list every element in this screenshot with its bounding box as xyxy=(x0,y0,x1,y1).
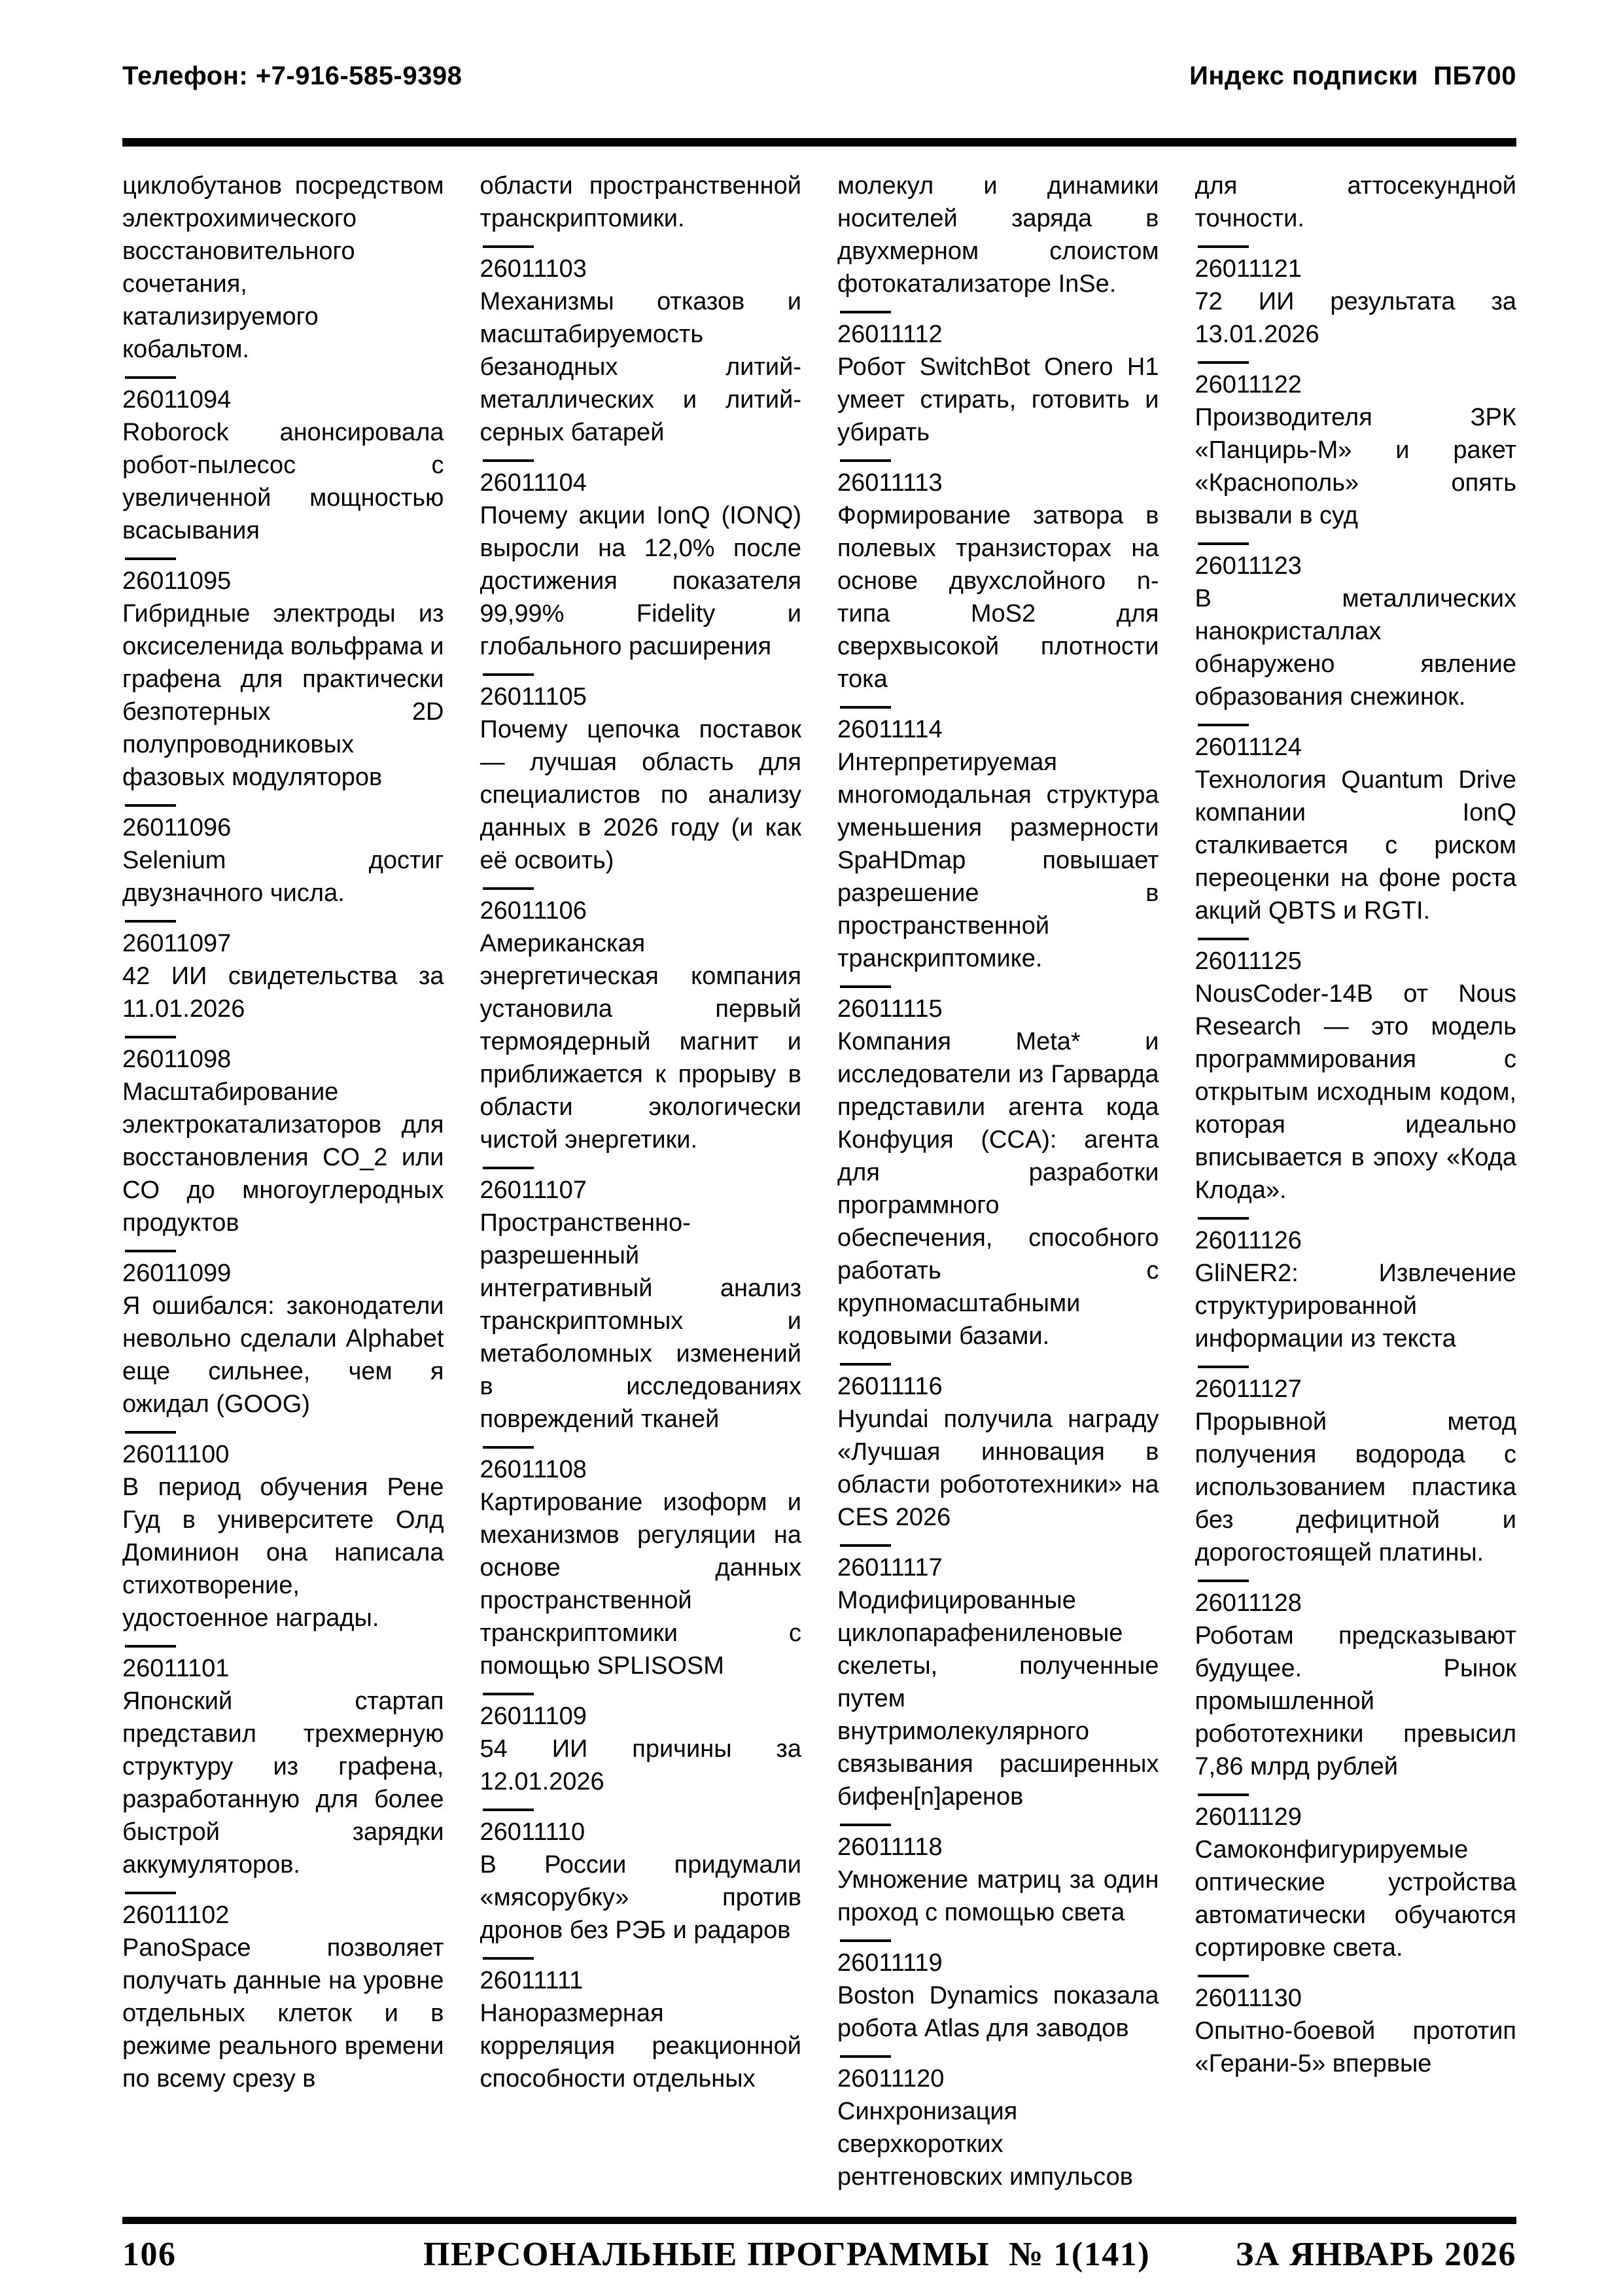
catalog-entry xyxy=(480,467,802,663)
entry-title: Hyundai получила награду «Лучшая инновация в области робототехники» на CES 2026 xyxy=(837,1405,1159,1531)
entry-id: 26011122 xyxy=(1195,371,1302,398)
entry-title: Опытно-боевой прототип «Герани-5» впервые xyxy=(1195,2017,1516,2077)
entry-title: Почему цепочка поставок — лучшая область для специалистов по анализу данных в 2026 году (и как её освоить) xyxy=(480,716,801,874)
footer-rule xyxy=(122,2217,1516,2224)
entry-title: для аттосекундной точности. xyxy=(1195,172,1516,232)
entry-separator xyxy=(483,887,534,890)
entry-id: 26011111 xyxy=(480,1967,584,1994)
entry-separator xyxy=(1198,1793,1249,1796)
catalog-entry xyxy=(1195,1982,1517,2080)
entry-title: Интерпретируемая многомодальная структура уменьшения размерности SpaHDmap повышает разрешение в пространственной транскриптомике. xyxy=(837,749,1159,972)
entry-separator xyxy=(840,1824,891,1826)
entry-title: Почему акции IonQ (IONQ) выросли на 12,0% после достижения показателя 99,99% Fidelity и глобального расширения xyxy=(480,502,801,660)
entry-title: Масштабирование электрокатализаторов для восстановления CO_2 или CO до многоуглеродных продуктов xyxy=(122,1078,444,1237)
entry-id: 26011124 xyxy=(1195,733,1302,761)
catalog-entry xyxy=(1195,1801,1517,1964)
entry-title: В период обучения Рене Гуд в университете Олд Доминион она написала стихотворение, удостоенное награды. xyxy=(122,1474,444,1632)
catalog-entry xyxy=(1195,368,1517,532)
text-column xyxy=(122,169,444,2208)
entry-separator xyxy=(483,1693,534,1695)
entry-title: Я ошибался: законодатели невольно сделали Alphabet еще сильнее, чем я ожидал (GOOG) xyxy=(122,1292,444,1418)
entry-title: Самоконфигурируемые оптические устройства автоматически обучаются сортировке света. xyxy=(1195,1836,1516,1962)
entry-title: PanoSpace позволяет получать данные на уровне отдельных клеток и в режиме реального времени по всему срезу в xyxy=(122,1934,444,2093)
entry-title: Пространственно-разрешенный интегративный анализ транскриптомных и метаболомных изменений в исследованиях повреждений тканей xyxy=(480,1209,801,1433)
entry-id: 26011113 xyxy=(837,469,943,497)
entry-id: 26011121 xyxy=(1195,255,1302,283)
entry-separator xyxy=(840,2055,891,2058)
catalog-entry-continuation xyxy=(837,169,1159,300)
entry-title: Прорывной метод получения водорода с использованием пластика без дефицитной и дорогостоящей платины. xyxy=(1195,1408,1516,1566)
entry-separator xyxy=(840,459,891,462)
entry-separator xyxy=(1198,1580,1249,1582)
entry-separator xyxy=(1198,724,1249,726)
text-column xyxy=(837,169,1159,2208)
entry-title: Японский стартап представил трехмерную структуру из графена, разработанную для более быстрой зарядки аккумуляторов. xyxy=(122,1687,444,1879)
entry-title: NousCoder-14B от Nous Research — это модель программирования с открытым исходным кодом, которая идеально вписывается в эпоху «Кода Клода». xyxy=(1195,980,1516,1204)
catalog-entry xyxy=(837,713,1159,975)
entry-title: Технология Quantum Drive компании IonQ сталкивается с риском переоценки на фоне роста акций QBTS и RGTI. xyxy=(1195,766,1516,925)
page-footer xyxy=(122,2235,1516,2274)
entry-title: 42 ИИ свидетельства за 11.01.2026 xyxy=(122,963,444,1023)
entry-separator xyxy=(125,1431,176,1434)
catalog-entry xyxy=(480,1964,802,2095)
entry-separator xyxy=(840,1544,891,1547)
entry-separator xyxy=(483,245,534,248)
catalog-entry xyxy=(480,1816,802,1947)
page-header xyxy=(122,62,1516,91)
entry-id: 26011102 xyxy=(122,1901,230,1929)
entry-separator xyxy=(1198,1366,1249,1368)
entry-id: 26011109 xyxy=(480,1703,587,1730)
catalog-entry xyxy=(480,1174,802,1436)
catalog-entry xyxy=(837,1370,1159,1534)
footer-issue-date: ЗА ЯНВАРЬ 2026 xyxy=(1235,2236,1516,2273)
entry-id: 26011128 xyxy=(1195,1589,1302,1617)
entry-separator xyxy=(840,311,891,313)
entry-separator xyxy=(125,1892,176,1894)
entry-id: 26011098 xyxy=(122,1046,232,1073)
entry-separator xyxy=(483,459,534,462)
entry-title: Selenium достиг двузначного числа. xyxy=(122,847,444,907)
catalog-entry xyxy=(1195,1224,1517,1355)
catalog-entry xyxy=(122,927,444,1025)
entry-id: 26011127 xyxy=(1195,1375,1302,1403)
catalog-entry xyxy=(1195,1373,1517,1569)
catalog-entry-continuation xyxy=(480,169,802,235)
entry-id: 26011119 xyxy=(837,1949,943,1977)
entry-title: циклобутанов посредством электрохимического восстановительного сочетания, катализируемого кобальтом. xyxy=(122,172,444,363)
entry-id: 26011126 xyxy=(1195,1227,1302,1254)
entry-id: 26011114 xyxy=(837,716,943,743)
catalog-entry xyxy=(1195,731,1517,927)
header-phone: Телефон: +7-916-585-9398 xyxy=(122,62,462,90)
entry-id: 26011094 xyxy=(122,386,232,414)
entry-separator xyxy=(483,1809,534,1811)
entry-separator xyxy=(1198,245,1249,248)
entry-title: Картирование изоформ и механизмов регуляции на основе данных пространственной транскриптомики с помощью SPLISOSM xyxy=(480,1489,801,1680)
entry-id: 26011100 xyxy=(122,1441,230,1468)
catalog-entry xyxy=(1195,253,1517,351)
catalog-entry xyxy=(480,1453,802,1682)
entry-id: 26011106 xyxy=(480,897,587,925)
catalog-entry xyxy=(837,2062,1159,2193)
entry-id: 26011095 xyxy=(122,567,232,595)
entry-title: Гибридные электроды из оксиселенида вольфрама и графена для практически безпотерных 2D полупроводниковых фазовых модуляторов xyxy=(122,600,444,791)
entry-id: 26011108 xyxy=(480,1456,587,1483)
entry-title: 54 ИИ причины за 12.01.2026 xyxy=(480,1735,801,1795)
entry-title: В России придумали «мясорубку» против дронов без РЭБ и радаров xyxy=(480,1851,801,1944)
entry-title: Компания Meta* и исследователи из Гарварда представили агента кода Конфуция (CCA): агента для разработки программного обеспечения, способного работать с крупномасштабными кодовыми базами. xyxy=(837,1028,1159,1350)
entry-title: Роботам предсказывают будущее. Рынок промышленной робототехники превысил 7,86 млрд рублей xyxy=(1195,1622,1516,1780)
catalog-entry xyxy=(480,253,802,449)
entry-separator xyxy=(483,1446,534,1449)
entry-title: Робот SwitchBot Onero H1 умеет стирать, готовить и убирать xyxy=(837,353,1159,446)
text-column xyxy=(480,169,802,2208)
entry-separator xyxy=(1198,1217,1249,1220)
catalog-entry xyxy=(480,680,802,877)
catalog-entry xyxy=(122,1652,444,1881)
catalog-entry xyxy=(480,1700,802,1798)
catalog-entry xyxy=(122,1043,444,1239)
entry-id: 26011116 xyxy=(837,1373,943,1400)
entry-id: 26011130 xyxy=(1195,1985,1302,2012)
catalog-entry xyxy=(1195,945,1517,1207)
catalog-entry xyxy=(122,811,444,910)
entry-id: 26011107 xyxy=(480,1176,587,1204)
entry-separator xyxy=(125,920,176,923)
entry-title: молекул и динамики носителей заряда в двухмерном слоистом фотокатализаторе InSe. xyxy=(837,172,1159,298)
entry-title: области пространственной транскриптомики. xyxy=(480,172,801,232)
entry-separator xyxy=(1198,938,1249,940)
entry-id: 26011125 xyxy=(1195,947,1302,975)
entry-title: Американская энергетическая компания установила первый термоядерный магнит и приближается к прорыву в области экологически чистой энергетики. xyxy=(480,930,801,1154)
catalog-entry xyxy=(122,1257,444,1421)
entry-separator xyxy=(483,673,534,676)
entry-title: Roborock анонсировала робот-пылесос с увеличенной мощностью всасывания xyxy=(122,419,444,544)
header-subscription-index: Индекс подписки ПБ700 xyxy=(1189,62,1516,90)
entry-id: 26011105 xyxy=(480,683,587,711)
entry-separator xyxy=(840,1939,891,1942)
catalog-entry xyxy=(837,1551,1159,1813)
entry-title: Boston Dynamics показала робота Atlas для заводов xyxy=(837,1982,1159,2042)
entry-separator xyxy=(1198,542,1249,545)
entry-separator xyxy=(125,1645,176,1648)
entry-id: 26011103 xyxy=(480,255,587,283)
entry-title: Формирование затвора в полевых транзисторах на основе двухслойного n-типа MoS2 для сверхвысокой плотности тока xyxy=(837,502,1159,693)
entry-id: 26011104 xyxy=(480,469,587,497)
catalog-entry xyxy=(122,1899,444,2095)
catalog-entry xyxy=(837,993,1159,1352)
entry-id: 26011110 xyxy=(480,1818,585,1846)
catalog-entry xyxy=(837,318,1159,449)
entry-title: Механизмы отказов и масштабируемость безанодных литий-металлических и литий-серных батарей xyxy=(480,288,801,446)
entry-separator xyxy=(125,1036,176,1038)
footer-page-number: 106 xyxy=(122,2236,177,2273)
catalog-entry xyxy=(122,565,444,794)
catalog-entry-continuation xyxy=(122,169,444,366)
entry-separator xyxy=(840,1363,891,1366)
catalog-entry xyxy=(122,1438,444,1634)
entry-id: 26011099 xyxy=(122,1260,232,1287)
catalog-entry xyxy=(1195,550,1517,713)
entry-id: 26011115 xyxy=(837,995,943,1023)
footer-journal-title: ПЕРСОНАЛЬНЫЕ ПРОГРАММЫ № 1(141) xyxy=(423,2236,1151,2273)
entry-title: Синхронизация сверхкоротких рентгеновских импульсов xyxy=(837,2098,1133,2191)
entry-id: 26011112 xyxy=(837,321,943,348)
entry-separator xyxy=(840,985,891,988)
entry-title: Модифицированные циклопарафениленовые скелеты, полученные путем внутримолекулярного связывания расширенных бифен[n]аренов xyxy=(837,1587,1159,1810)
entry-separator xyxy=(125,557,176,560)
catalog-entry xyxy=(837,1947,1159,2045)
entry-separator xyxy=(125,1250,176,1252)
catalog-entry-continuation xyxy=(1195,169,1517,235)
entry-id: 26011118 xyxy=(837,1833,943,1861)
entry-title: В металлических нанокристаллах обнаружено явление образования снежинок. xyxy=(1195,585,1516,711)
entry-separator xyxy=(1198,1975,1249,1977)
entry-id: 26011096 xyxy=(122,814,232,841)
entry-id: 26011123 xyxy=(1195,552,1302,580)
entry-title: Наноразмерная корреляция реакционной способности отдельных xyxy=(480,2000,801,2093)
entry-separator xyxy=(483,1167,534,1169)
text-column xyxy=(1195,169,1517,2208)
entry-separator xyxy=(1198,361,1249,364)
catalog-entry xyxy=(1195,1587,1517,1783)
catalog-entry xyxy=(480,894,802,1156)
catalog-entry xyxy=(837,467,1159,696)
entry-title: GliNER2: Извлечение структурированной информации из текста xyxy=(1195,1260,1516,1352)
entry-separator xyxy=(125,804,176,807)
entry-title: 72 ИИ результата за 13.01.2026 xyxy=(1195,288,1516,348)
entry-separator xyxy=(840,706,891,709)
entry-columns xyxy=(122,169,1516,2208)
header-rule xyxy=(122,138,1516,147)
entry-title: Производителя ЗРК «Панцирь-М» и ракет «Краснополь» опять вызвали в суд xyxy=(1195,404,1516,529)
entry-id: 26011117 xyxy=(837,1554,943,1581)
catalog-entry xyxy=(837,1831,1159,1929)
entry-id: 26011120 xyxy=(837,2065,945,2093)
entry-separator xyxy=(483,1957,534,1960)
entry-id: 26011129 xyxy=(1195,1803,1302,1831)
entry-separator xyxy=(125,376,176,379)
entry-title: Умножение матриц за один проход с помощью света xyxy=(837,1866,1159,1926)
entry-id: 26011101 xyxy=(122,1655,230,1682)
entry-id: 26011097 xyxy=(122,930,232,957)
catalog-entry xyxy=(122,383,444,547)
